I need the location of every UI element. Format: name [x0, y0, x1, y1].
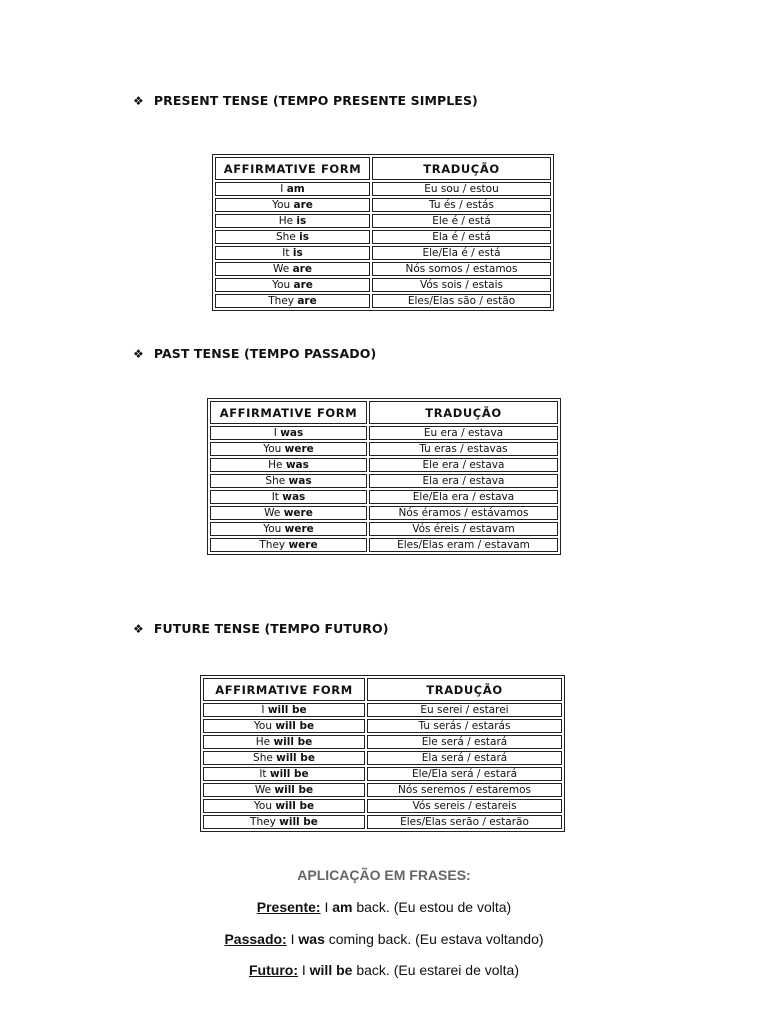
- translation-cell: Ela era / estava: [369, 474, 558, 488]
- section-title: FUTURE TENSE (TEMPO FUTURO): [153, 621, 389, 636]
- table-header-row: [215, 157, 551, 180]
- example-subject: I: [324, 899, 329, 915]
- affirmative-cell: [203, 783, 365, 797]
- affirmative-cell: [210, 426, 367, 440]
- example-verb: was: [298, 931, 325, 947]
- col-header-affirmative: AFFIRMATIVE FORM: [215, 157, 370, 180]
- pronoun: We: [254, 784, 272, 796]
- translation-cell: Eles/Elas serão / estarão: [367, 815, 562, 829]
- translation-cell: Nós seremos / estaremos: [367, 783, 562, 797]
- verb-form: are: [292, 263, 312, 275]
- verb-form: will be: [276, 752, 315, 764]
- table-row: [215, 182, 551, 196]
- translation-cell: Eu serei / estarei: [367, 703, 562, 717]
- table-row: [215, 230, 551, 244]
- table-row: [215, 214, 551, 228]
- verb-form: will be: [275, 800, 315, 812]
- translation-cell: Ele/Ela é / está: [372, 246, 551, 260]
- example-label: Presente:: [256, 899, 321, 915]
- diamond-bullet-icon: ❖: [133, 621, 144, 636]
- example-verb: am: [332, 899, 353, 915]
- example-future: [0, 962, 768, 978]
- translation-cell: Vós sois / estais: [372, 278, 551, 292]
- pronoun: She: [265, 475, 286, 487]
- affirmative-cell: [210, 538, 367, 552]
- translation-cell: Ela será / estará: [367, 751, 562, 765]
- table-row: [203, 783, 562, 797]
- table-row: [203, 815, 562, 829]
- pronoun: She: [276, 231, 296, 243]
- table-row: [215, 262, 551, 276]
- pronoun: You: [272, 199, 291, 211]
- table-row: [203, 735, 562, 749]
- pronoun: We: [273, 263, 290, 275]
- affirmative-cell: [203, 751, 365, 765]
- table-row: [203, 703, 562, 717]
- affirmative-cell: [210, 474, 367, 488]
- pronoun: He: [255, 736, 271, 748]
- affirmative-cell: [203, 703, 365, 717]
- table-row: [210, 522, 558, 536]
- affirmative-cell: [215, 214, 370, 228]
- pronoun: They: [250, 816, 276, 828]
- col-header-translation: TRADUÇÃO: [369, 401, 558, 424]
- table-row: [210, 538, 558, 552]
- table-row: [203, 799, 562, 813]
- past-tense-table: [207, 398, 561, 555]
- diamond-bullet-icon: ❖: [133, 93, 144, 108]
- verb-form: are: [297, 295, 317, 307]
- affirmative-cell: [210, 442, 367, 456]
- table-row: [215, 198, 551, 212]
- example-rest: back. (Eu estarei de volta): [356, 962, 519, 978]
- affirmative-cell: [203, 815, 365, 829]
- example-rest: back. (Eu estou de volta): [356, 899, 512, 915]
- affirmative-cell: [215, 262, 370, 276]
- translation-cell: Ele era / estava: [369, 458, 558, 472]
- translation-cell: Tu és / estás: [372, 198, 551, 212]
- example-label: Passado:: [224, 931, 287, 947]
- table-row: [210, 442, 558, 456]
- section-title: PRESENT TENSE (TEMPO PRESENTE SIMPLES): [153, 93, 478, 108]
- table-row: [203, 767, 562, 781]
- table-header-row: [210, 401, 558, 424]
- table-row: [203, 719, 562, 733]
- table-row: [210, 490, 558, 504]
- verb-form: was: [288, 475, 312, 487]
- col-header-translation: TRADUÇÃO: [372, 157, 551, 180]
- affirmative-cell: [210, 522, 367, 536]
- col-header-affirmative: AFFIRMATIVE FORM: [203, 678, 365, 701]
- affirmative-cell: [215, 246, 370, 260]
- example-rest: coming back. (Eu estava voltando): [328, 931, 544, 947]
- translation-cell: Ele/Ela será / estará: [367, 767, 562, 781]
- pronoun: I: [273, 427, 277, 439]
- diamond-bullet-icon: ❖: [133, 346, 144, 361]
- table-row: [215, 294, 551, 308]
- table-row: [210, 458, 558, 472]
- verb-form: are: [293, 199, 313, 211]
- section-heading-past: [133, 346, 376, 361]
- verb-form: were: [284, 443, 314, 455]
- verb-form: will be: [273, 736, 313, 748]
- example-subject: I: [301, 962, 306, 978]
- pronoun: You: [253, 800, 272, 812]
- application-title-wrap: [0, 867, 768, 883]
- verb-form: is: [292, 247, 303, 259]
- future-tense-table: [200, 675, 565, 832]
- verb-form: will be: [275, 720, 315, 732]
- table-row: [203, 751, 562, 765]
- verb-form: was: [282, 491, 306, 503]
- verb-form: will be: [269, 768, 309, 780]
- pronoun: They: [268, 295, 294, 307]
- verb-form: will be: [279, 816, 318, 828]
- translation-cell: Eles/Elas eram / estavam: [369, 538, 558, 552]
- translation-cell: Ele será / estará: [367, 735, 562, 749]
- verb-form: will be: [274, 784, 314, 796]
- table-row: [215, 246, 551, 260]
- pronoun: It: [259, 768, 267, 780]
- affirmative-cell: [215, 182, 370, 196]
- affirmative-cell: [215, 294, 370, 308]
- pronoun: I: [280, 183, 284, 195]
- translation-cell: Ele é / está: [372, 214, 551, 228]
- translation-cell: Vós éreis / estavam: [369, 522, 558, 536]
- translation-cell: Eles/Elas são / estão: [372, 294, 551, 308]
- affirmative-cell: [215, 230, 370, 244]
- table-header-row: [203, 678, 562, 701]
- affirmative-cell: [215, 278, 370, 292]
- pronoun: You: [272, 279, 291, 291]
- translation-cell: Tu eras / estavas: [369, 442, 558, 456]
- affirmative-cell: [203, 767, 365, 781]
- translation-cell: Tu serás / estarás: [367, 719, 562, 733]
- pronoun: You: [253, 720, 272, 732]
- present-tense-table: [212, 154, 554, 311]
- translation-cell: Eu sou / estou: [372, 182, 551, 196]
- verb-form: was: [285, 459, 309, 471]
- table-row: [210, 426, 558, 440]
- example-label: Futuro:: [249, 962, 298, 978]
- pronoun: You: [263, 443, 282, 455]
- pronoun: They: [259, 539, 286, 551]
- translation-cell: Nós somos / estamos: [372, 262, 551, 276]
- verb-form: is: [299, 231, 309, 243]
- translation-cell: Ele/Ela era / estava: [369, 490, 558, 504]
- affirmative-cell: [210, 506, 367, 520]
- pronoun: He: [268, 459, 283, 471]
- verb-form: am: [286, 183, 305, 195]
- table-row: [210, 474, 558, 488]
- verb-form: was: [280, 427, 304, 439]
- verb-form: will be: [267, 704, 307, 716]
- translation-cell: Vós sereis / estareis: [367, 799, 562, 813]
- pronoun: She: [253, 752, 273, 764]
- affirmative-cell: [210, 458, 367, 472]
- affirmative-cell: [203, 719, 365, 733]
- example-past: [0, 931, 768, 947]
- verb-form: are: [293, 279, 313, 291]
- example-subject: I: [290, 931, 295, 947]
- translation-cell: Eu era / estava: [369, 426, 558, 440]
- section-heading-future: [133, 621, 389, 636]
- pronoun: You: [263, 523, 282, 535]
- example-verb: will be: [309, 962, 353, 978]
- col-header-translation: TRADUÇÃO: [367, 678, 562, 701]
- pronoun: I: [261, 704, 265, 716]
- verb-form: were: [284, 523, 314, 535]
- section-heading-present: [133, 93, 478, 108]
- affirmative-cell: [203, 799, 365, 813]
- translation-cell: Ela é / está: [372, 230, 551, 244]
- verb-form: were: [288, 539, 318, 551]
- affirmative-cell: [210, 490, 367, 504]
- section-title: PAST TENSE (TEMPO PASSADO): [153, 346, 377, 361]
- table-row: [215, 278, 551, 292]
- verb-form: were: [283, 507, 313, 519]
- table-row: [210, 506, 558, 520]
- verb-form: is: [296, 215, 307, 227]
- affirmative-cell: [215, 198, 370, 212]
- pronoun: It: [282, 247, 290, 259]
- pronoun: It: [271, 491, 279, 503]
- affirmative-cell: [203, 735, 365, 749]
- translation-cell: Nós éramos / estávamos: [369, 506, 558, 520]
- pronoun: We: [264, 507, 281, 519]
- example-present: [0, 899, 768, 915]
- pronoun: He: [278, 215, 294, 227]
- application-title: APLICAÇÃO EM FRASES:: [297, 867, 471, 883]
- col-header-affirmative: AFFIRMATIVE FORM: [210, 401, 367, 424]
